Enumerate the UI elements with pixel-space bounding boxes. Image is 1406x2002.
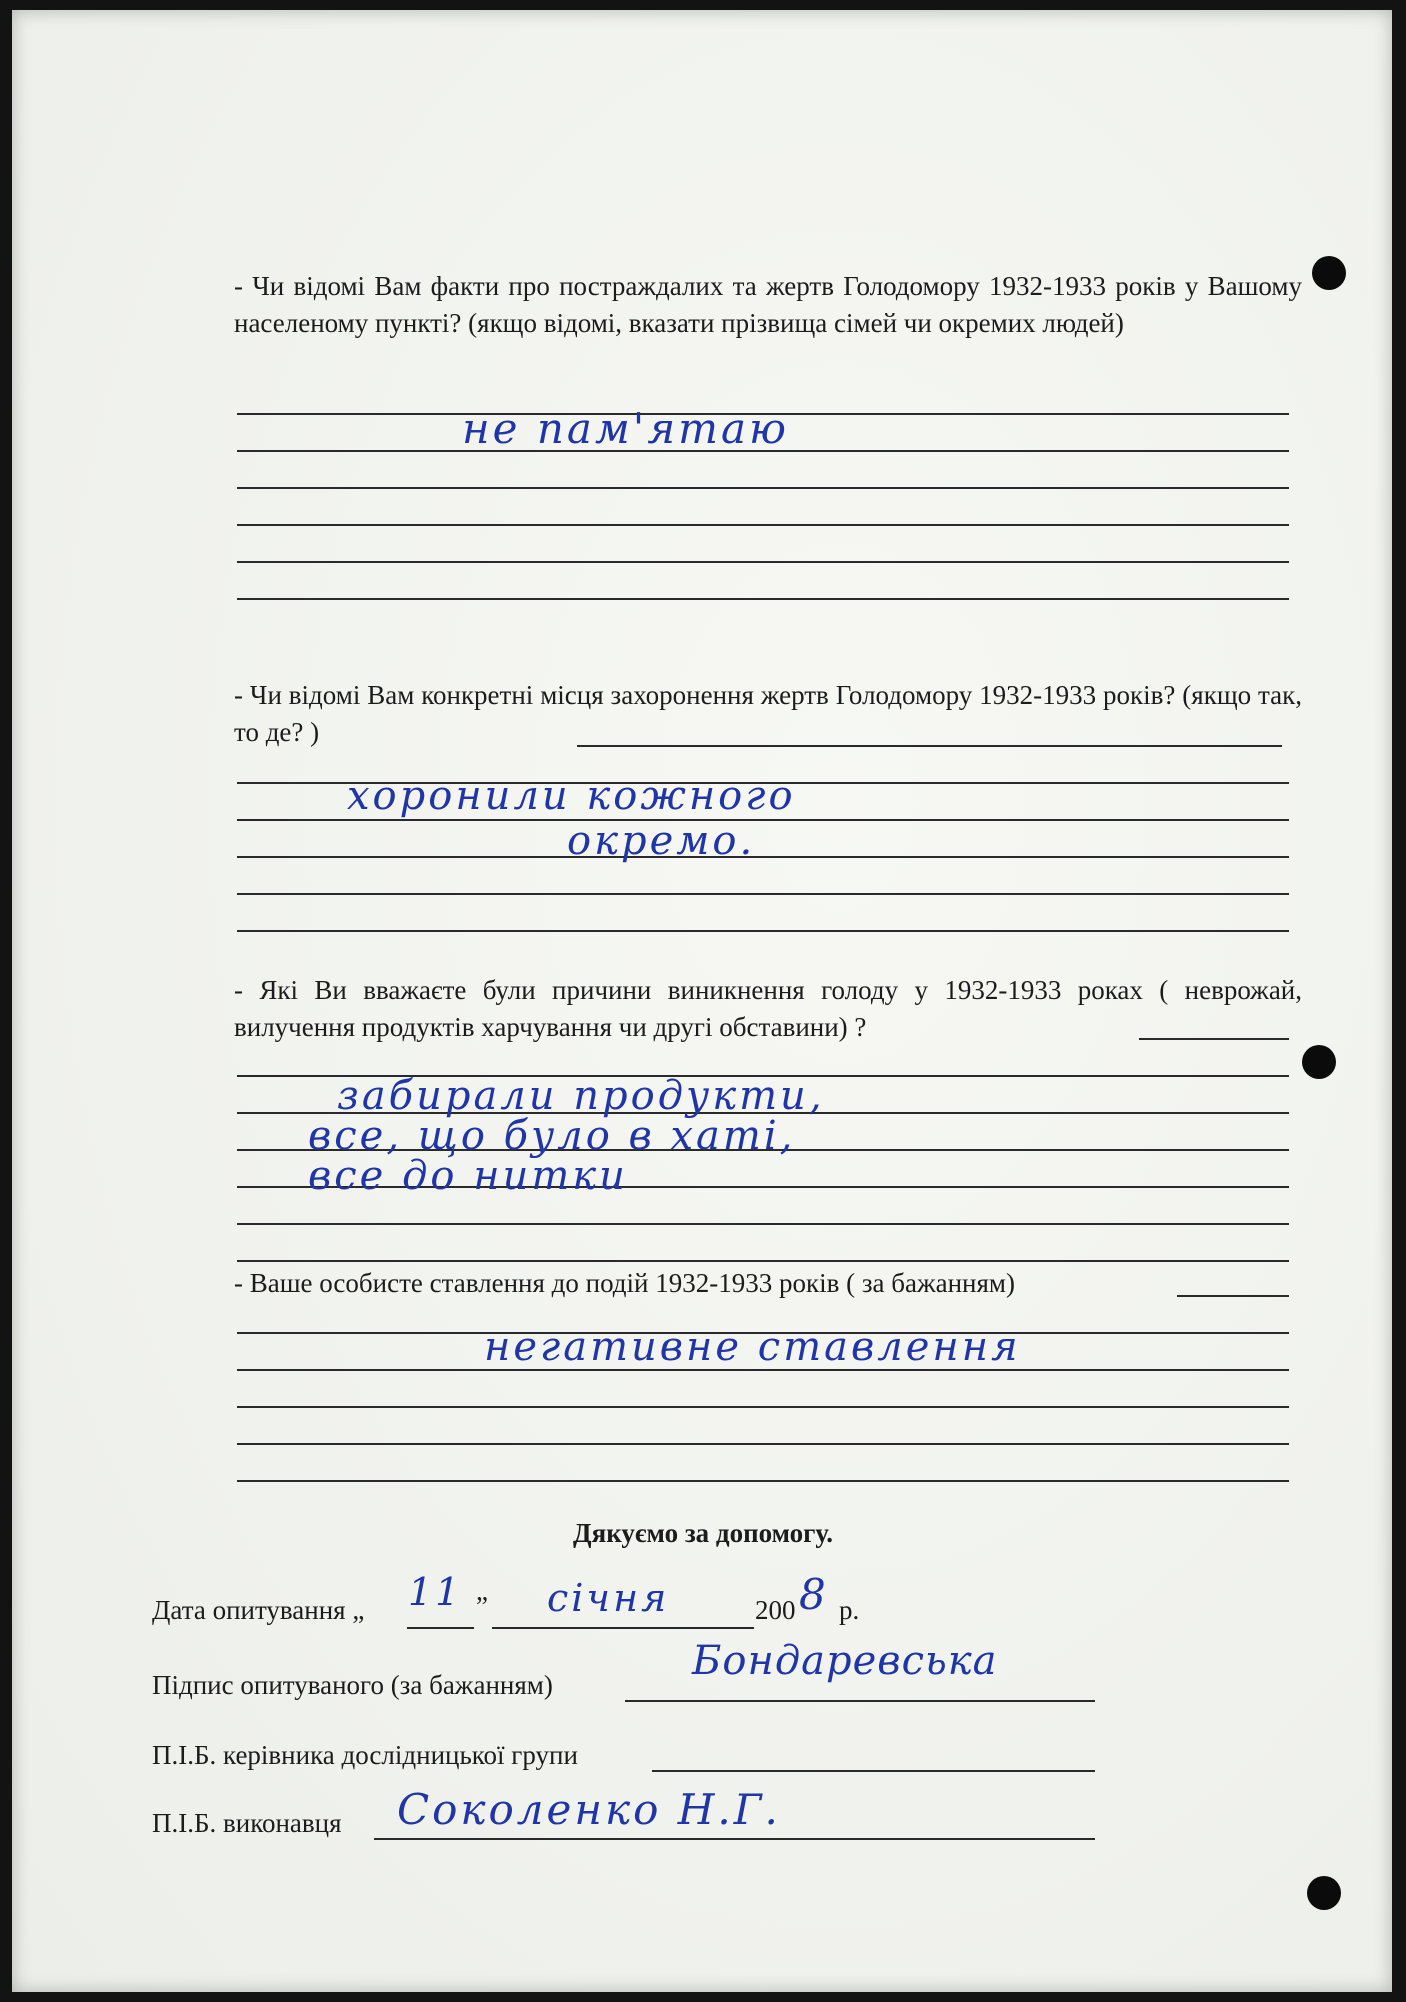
question-1-text: - Чи відомі Вам факти про постраждалих та жертв Голодомору 1932-1933 років у Вашому населеному пункті? (якщо відомі, вказати прізвища сімей чи окремих людей) [234,271,1302,338]
date-day-handwritten: 11 [408,1570,463,1614]
thanks-text: Дякуємо за допомогу. [573,1518,833,1548]
executor-name-handwritten: Соколенко Н.Г. [397,1785,781,1834]
answer-4-handwritten: негативне ставлення [484,1324,1021,1370]
answer-1-handwritten: не пам'ятаю [462,404,789,453]
question-4-text: - Ваше особисте ставлення до подій 1932-1933 років ( за бажанням) [234,1268,1015,1298]
date-day-line [407,1627,474,1629]
answer-line [1177,1295,1289,1297]
answer-line [237,856,1289,858]
answer-line [237,1260,1289,1262]
year-prefix: 200 [755,1595,796,1625]
respondent-signature-handwritten: Бондаревська [692,1638,998,1684]
answer-3-handwritten-line1: забирали продукти, [337,1073,825,1119]
answer-line [237,893,1289,895]
signature-label: Підпис опитуваного (за бажанням) [152,1670,553,1700]
group-leader-line [652,1770,1095,1772]
answer-2-handwritten-line1: хоронили кожного [347,773,796,819]
answer-3-handwritten-line3: все до нитки [308,1153,628,1199]
answer-line [237,487,1289,489]
answer-line [237,1223,1289,1225]
executor-label: П.І.Б. виконавця [152,1808,342,1838]
signature-line [625,1700,1095,1702]
date-label: Дата опитування „ [152,1595,365,1625]
answer-line [237,819,1289,821]
answer-line [577,745,1282,747]
question-3-text: - Які Ви вважаєте були причини виникнення голоду у 1932-1933 роках ( неврожай, вилучення продуктів харчування чи другі обставини) ? [234,975,1302,1042]
year-digit-handwritten: 8 [799,1570,826,1619]
date-month-line [492,1627,754,1629]
answer-line [237,561,1289,563]
year-suffix: р. [839,1595,860,1625]
answer-line [237,598,1289,600]
answer-line [237,930,1289,932]
answer-line [1139,1038,1289,1040]
date-closing-quote: ” [476,1591,488,1621]
question-2-text: - Чи відомі Вам конкретні місця захоронення жертв Голодомору 1932-1933 років? (якщо так, то де? ) [234,680,1302,747]
answer-line [237,1406,1289,1408]
answer-line [237,1480,1289,1482]
answer-line [237,524,1289,526]
answer-3-handwritten-line2: все, що було в хаті, [308,1113,796,1159]
questionnaire-page [12,10,1392,1992]
answer-line [237,1443,1289,1445]
executor-line [374,1838,1095,1840]
punch-hole [1302,1045,1336,1079]
punch-hole [1307,1876,1341,1910]
punch-hole [1312,256,1346,290]
answer-2-handwritten-line2: окремо. [567,818,756,864]
group-leader-label: П.І.Б. керівника дослідницької групи [152,1740,578,1770]
date-month-handwritten: січня [547,1576,670,1620]
